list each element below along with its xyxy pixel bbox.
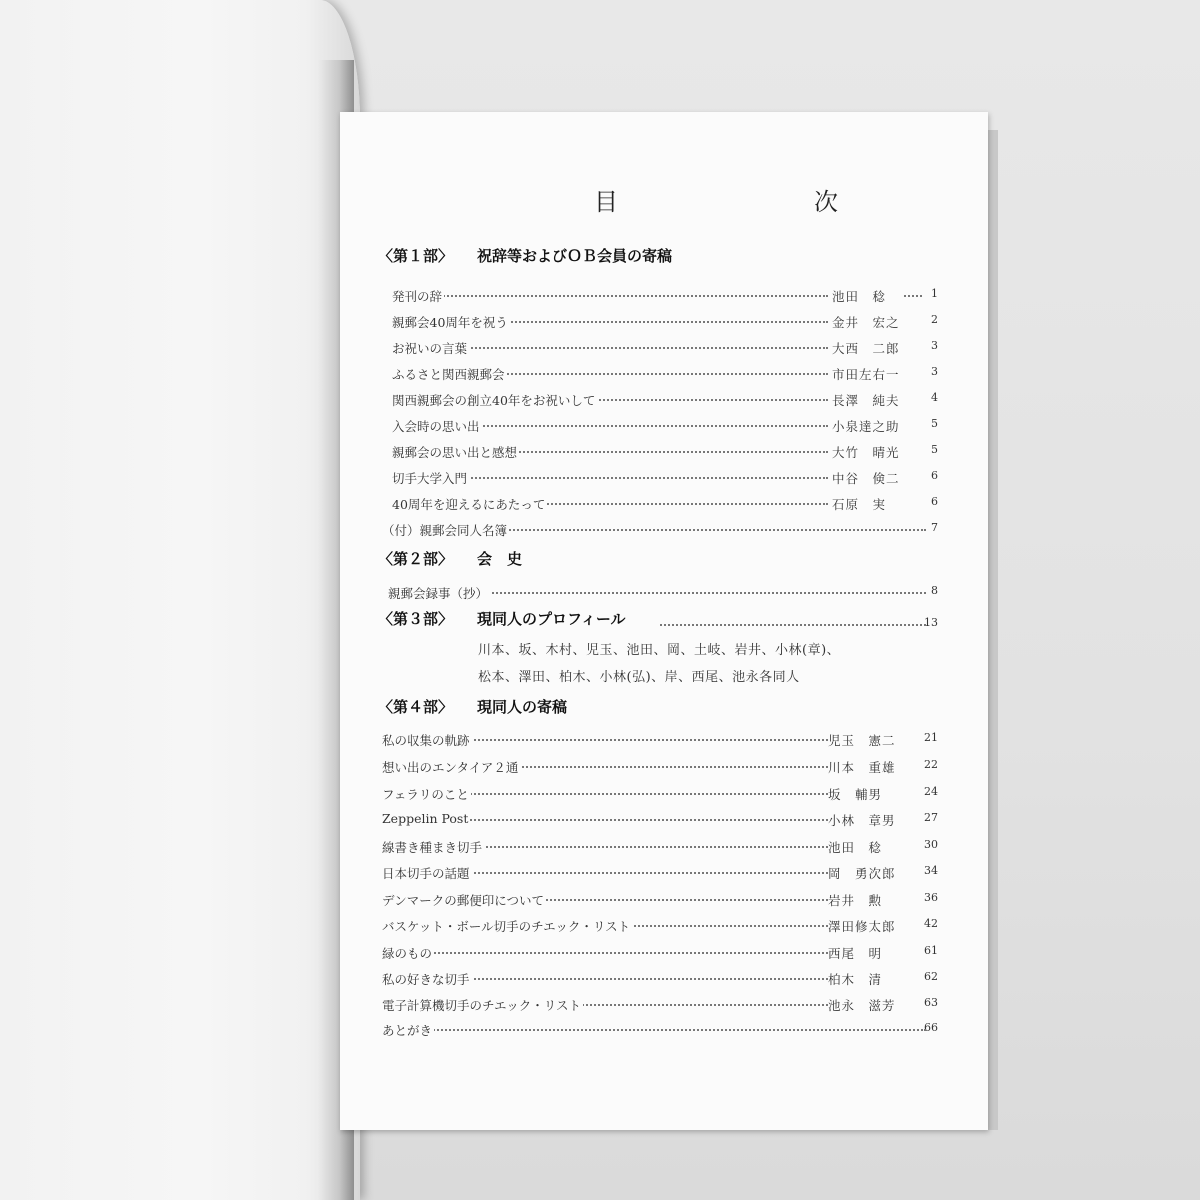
toc-entry[interactable] (382, 944, 938, 962)
entry-page: 1 (931, 287, 938, 300)
entry-page: 36 (924, 891, 938, 904)
entry-author: 坂 輔男 (828, 787, 883, 802)
entry-page: 21 (924, 731, 938, 744)
entry-author: 金井 宏之 (832, 315, 900, 330)
entry-author: 西尾 明 (828, 946, 883, 961)
entry-page: 61 (924, 944, 938, 957)
entry-title: 想い出のエンタイア２通 (382, 760, 519, 775)
entry-title: デンマークの郵便印について (382, 893, 545, 908)
toc-entry[interactable] (392, 469, 938, 487)
entry-title: 親郵会録事（抄） (388, 586, 489, 601)
entry-page: 7 (931, 521, 938, 534)
entry-page: 66 (924, 1021, 938, 1034)
entry-author: 市田左右一 (832, 367, 900, 382)
entry-author: 小林 章男 (828, 813, 896, 828)
toc-entry[interactable] (382, 891, 938, 909)
entry-page: 34 (924, 864, 938, 877)
page-title: 目 次 (594, 188, 924, 216)
entry-title: バスケット・ボール切手のチエック・リスト (382, 919, 631, 934)
entry-title: 日本切手の話題 (382, 866, 470, 881)
entry-title: 緑のもの (382, 946, 433, 961)
toc-entry[interactable] (388, 584, 938, 602)
entry-title: お祝いの言葉 (392, 341, 468, 356)
toc-entry[interactable] (382, 970, 938, 988)
toc-entry[interactable] (382, 521, 938, 539)
entry-author: 池永 滋芳 (828, 998, 896, 1013)
toc-entry[interactable] (382, 996, 938, 1014)
section-part-label: 〈第１部〉 (378, 247, 454, 265)
entry-author: 池田 稔 (828, 840, 883, 855)
entry-page: 62 (924, 970, 938, 983)
entry-title: 切手大学入門 (392, 471, 468, 486)
leader-dots (382, 1029, 926, 1031)
entry-page: 5 (931, 417, 938, 430)
entry-page: 6 (931, 495, 938, 508)
section-part-label: 〈第４部〉 (378, 698, 454, 716)
section-heading-1 (378, 245, 672, 266)
entry-page: 22 (924, 758, 938, 771)
entry-author: 大西 二郎 (832, 341, 900, 356)
section-part-label: 〈第３部〉 (378, 610, 454, 628)
entry-author: 澤田修太郎 (828, 919, 896, 934)
entry-title: あとがき (382, 1023, 433, 1038)
entry-author: 小泉達之助 (832, 419, 900, 434)
section-heading-2 (378, 548, 522, 569)
entry-page: 2 (931, 313, 938, 326)
toc-entry[interactable] (382, 917, 938, 935)
entry-title: 線書き種まき切手 (382, 840, 483, 855)
entry-author: 児玉 憲二 (828, 733, 896, 748)
section-heading-3 (378, 608, 626, 629)
entry-author: 岩井 勲 (828, 893, 883, 908)
entry-title: フェラリのこと (382, 787, 469, 802)
entry-page: 42 (924, 917, 938, 930)
left-page-blank (0, 0, 360, 1200)
entry-title: 入会時の思い出 (392, 419, 480, 434)
toc-entry[interactable] (392, 495, 938, 513)
entry-title: 電子計算機切手のチエック・リスト (382, 998, 582, 1013)
entry-title: 発刊の辞 (392, 289, 443, 304)
section-heading-4 (378, 696, 567, 717)
entry-page: 24 (924, 785, 938, 798)
entry-author: 石原 実 (832, 497, 887, 512)
section-title: 現同人のプロフィール (477, 610, 626, 628)
leader-dots (660, 624, 926, 626)
member-names-line: 松本、澤田、柏木、小林(弘)、岸、西尾、池永各同人 (478, 670, 800, 685)
toc-entry[interactable] (392, 365, 938, 383)
page-stack-edge (988, 130, 998, 1130)
toc-entry[interactable] (382, 731, 938, 749)
entry-title: Zeppelin Post (382, 811, 469, 826)
entry-author: 岡 勇次郎 (828, 866, 896, 881)
entry-author: 柏木 清 (828, 972, 883, 987)
toc-entry[interactable] (392, 417, 938, 435)
entry-page: 6 (931, 469, 938, 482)
toc-entry[interactable] (382, 811, 938, 829)
leader-dots (392, 295, 828, 297)
entry-title: 40周年を迎えるにあたって (392, 497, 546, 512)
entry-page: 30 (924, 838, 938, 851)
member-names-line: 川本、坂、木村、児玉、池田、岡、土岐、岩井、小林(章)、 (478, 643, 841, 658)
toc-entry[interactable] (382, 838, 938, 856)
section-page-leader (660, 616, 938, 634)
entry-author: 大竹 晴光 (832, 445, 900, 460)
toc-entry[interactable] (392, 391, 938, 409)
toc-entry[interactable] (382, 785, 938, 803)
entry-title: 私の好きな切手 (382, 972, 470, 987)
toc-entry[interactable] (382, 1021, 938, 1039)
entry-title: ふるさと関西親郵会 (392, 367, 505, 382)
toc-entry[interactable] (382, 758, 938, 776)
leader-dots (382, 952, 828, 954)
section-title: 現同人の寄稿 (477, 698, 568, 716)
entry-title: 親郵会40周年を祝う (392, 315, 508, 330)
toc-entry[interactable] (392, 313, 938, 331)
entry-page: 3 (931, 339, 938, 352)
entry-title: （付）親郵会同人名簿 (382, 523, 508, 538)
entry-page: 5 (931, 443, 938, 456)
entry-page: 3 (931, 365, 938, 378)
toc-entry[interactable] (382, 864, 938, 882)
section-page: 13 (924, 616, 938, 629)
section-part-label: 〈第２部〉 (378, 550, 454, 568)
entry-title: 関西親郵会の創立40年をお祝いして (392, 393, 596, 408)
entry-title: 私の収集の軌跡 (382, 733, 470, 748)
entry-title: 親郵会の思い出と感想 (392, 445, 518, 460)
entry-page: 8 (931, 584, 938, 597)
toc-entry[interactable] (392, 443, 938, 461)
entry-page: 4 (931, 391, 938, 404)
entry-author: 池田 稔 (832, 289, 887, 304)
toc-entry[interactable] (392, 287, 938, 305)
entry-author: 川本 重雄 (828, 760, 896, 775)
entry-author: 長澤 純夫 (832, 393, 900, 408)
section-title: 祝辞等およびＯＢ会員の寄稿 (477, 247, 673, 265)
entry-page: 27 (924, 811, 938, 824)
toc-entry[interactable] (392, 339, 938, 357)
entry-author: 中谷 倹二 (832, 471, 900, 486)
section-title: 会 史 (477, 550, 523, 568)
entry-page: 63 (924, 996, 938, 1009)
